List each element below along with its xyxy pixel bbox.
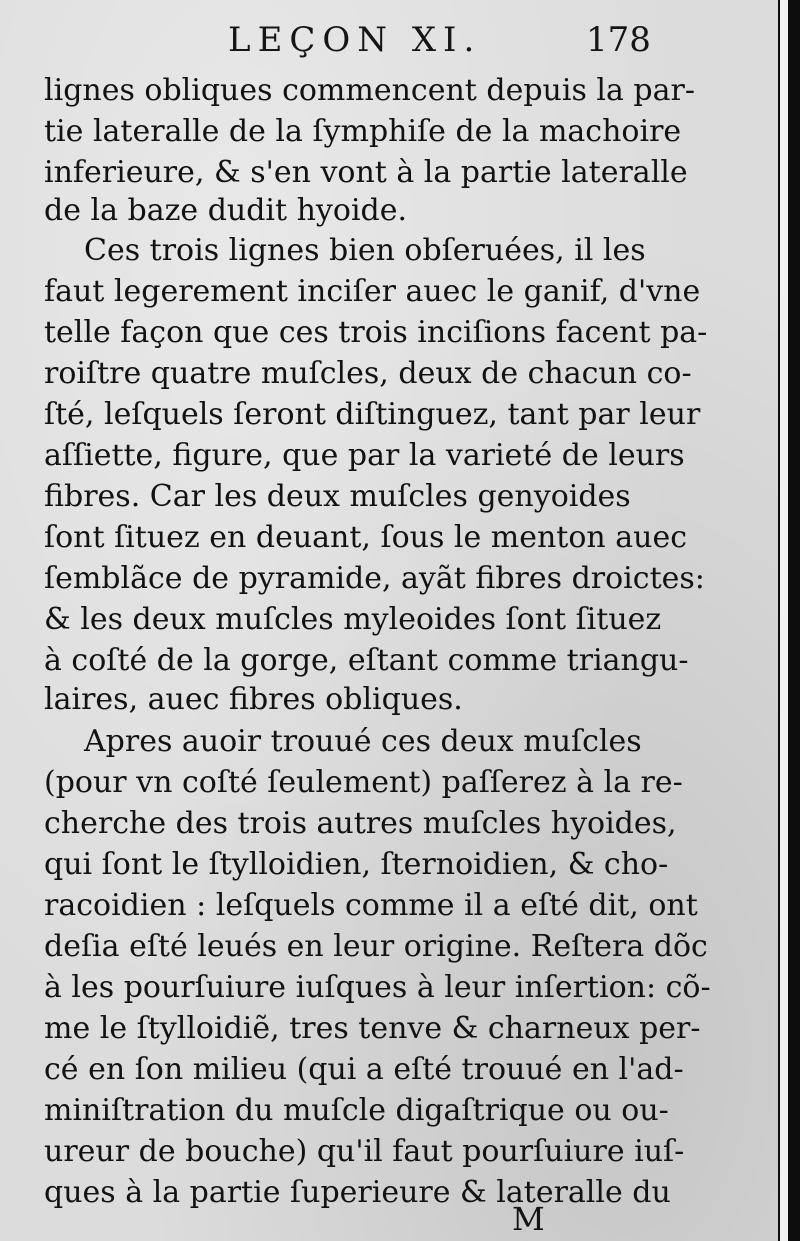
text-line: Apres auoir trouué ces deux muſcles <box>84 724 642 759</box>
text-line: ſemblãce de pyramide, ayãt fibres droictes: <box>44 561 705 596</box>
text-line: me le ſtylloidiẽ, tres tenve & charneux per- <box>44 1011 701 1046</box>
text-line: ſont ſituez en deuant, ſous le menton auec <box>44 520 688 555</box>
text-line: cé en ſon milieu (qui a eſté trouué en l'ad- <box>44 1052 684 1087</box>
page-number: 178 <box>586 20 651 60</box>
text-line: Ces trois lignes bien obſeruées, il les <box>84 233 646 268</box>
text-line: miniſtration du muſcle digaſtrique ou ou- <box>44 1093 669 1128</box>
text-line: roiſtre quatre muſcles, deux de chacun co- <box>44 356 692 391</box>
text-line: à coſté de la gorge, eſtant comme triangu- <box>44 643 689 678</box>
text-line: qui ſont le ſtylloidien, ſternoidien, & cho- <box>44 847 669 882</box>
text-line: tie lateralle de la ſymphiſe de la machoire <box>44 114 682 149</box>
text-line: telle façon que ces trois inciſions facent pa- <box>44 315 708 350</box>
signature-mark: M <box>512 1200 545 1238</box>
text-line: cherche des trois autres muſcles hyoides, <box>44 806 677 841</box>
text-line: faut legerement inciſer auec le ganif, d'vne <box>44 274 701 309</box>
text-line: à les pourſuiure iuſques à leur inſertion: cõ- <box>44 970 711 1005</box>
page-header <box>0 16 780 66</box>
text-line: & les deux muſcles myleoides ſont ſituez <box>44 602 662 637</box>
text-line: laires, auec fibres obliques. <box>44 682 463 717</box>
text-line: racoidien : leſquels comme il a eſté dit, ont <box>44 888 698 923</box>
text-line: inferieure, & s'en vont à la partie lateralle <box>44 155 688 190</box>
text-line: ureur de bouche) qu'il faut pourſuiure iuſ- <box>44 1134 685 1169</box>
running-head: LEÇON XI. <box>228 20 482 60</box>
text-line: aſſiette, figure, que par la varieté de leurs <box>44 438 685 473</box>
text-line: ſté, leſquels ſeront diſtinguez, tant par leur <box>44 397 701 432</box>
text-line: deſia eſté leués en leur origine. Reſtera dõc <box>44 929 708 964</box>
text-line: (pour vn coſté ſeulement) paſſerez à la re- <box>44 765 683 800</box>
text-line: fibres. Car les deux muſcles genyoides <box>44 479 631 514</box>
page-edge-strip <box>780 0 788 1241</box>
text-line: de la baze dudit hyoide. <box>44 193 408 228</box>
text-line: lignes obliques commencent depuis la par- <box>44 73 695 108</box>
text-line: ques à la partie ſuperieure & lateralle du <box>44 1175 671 1210</box>
